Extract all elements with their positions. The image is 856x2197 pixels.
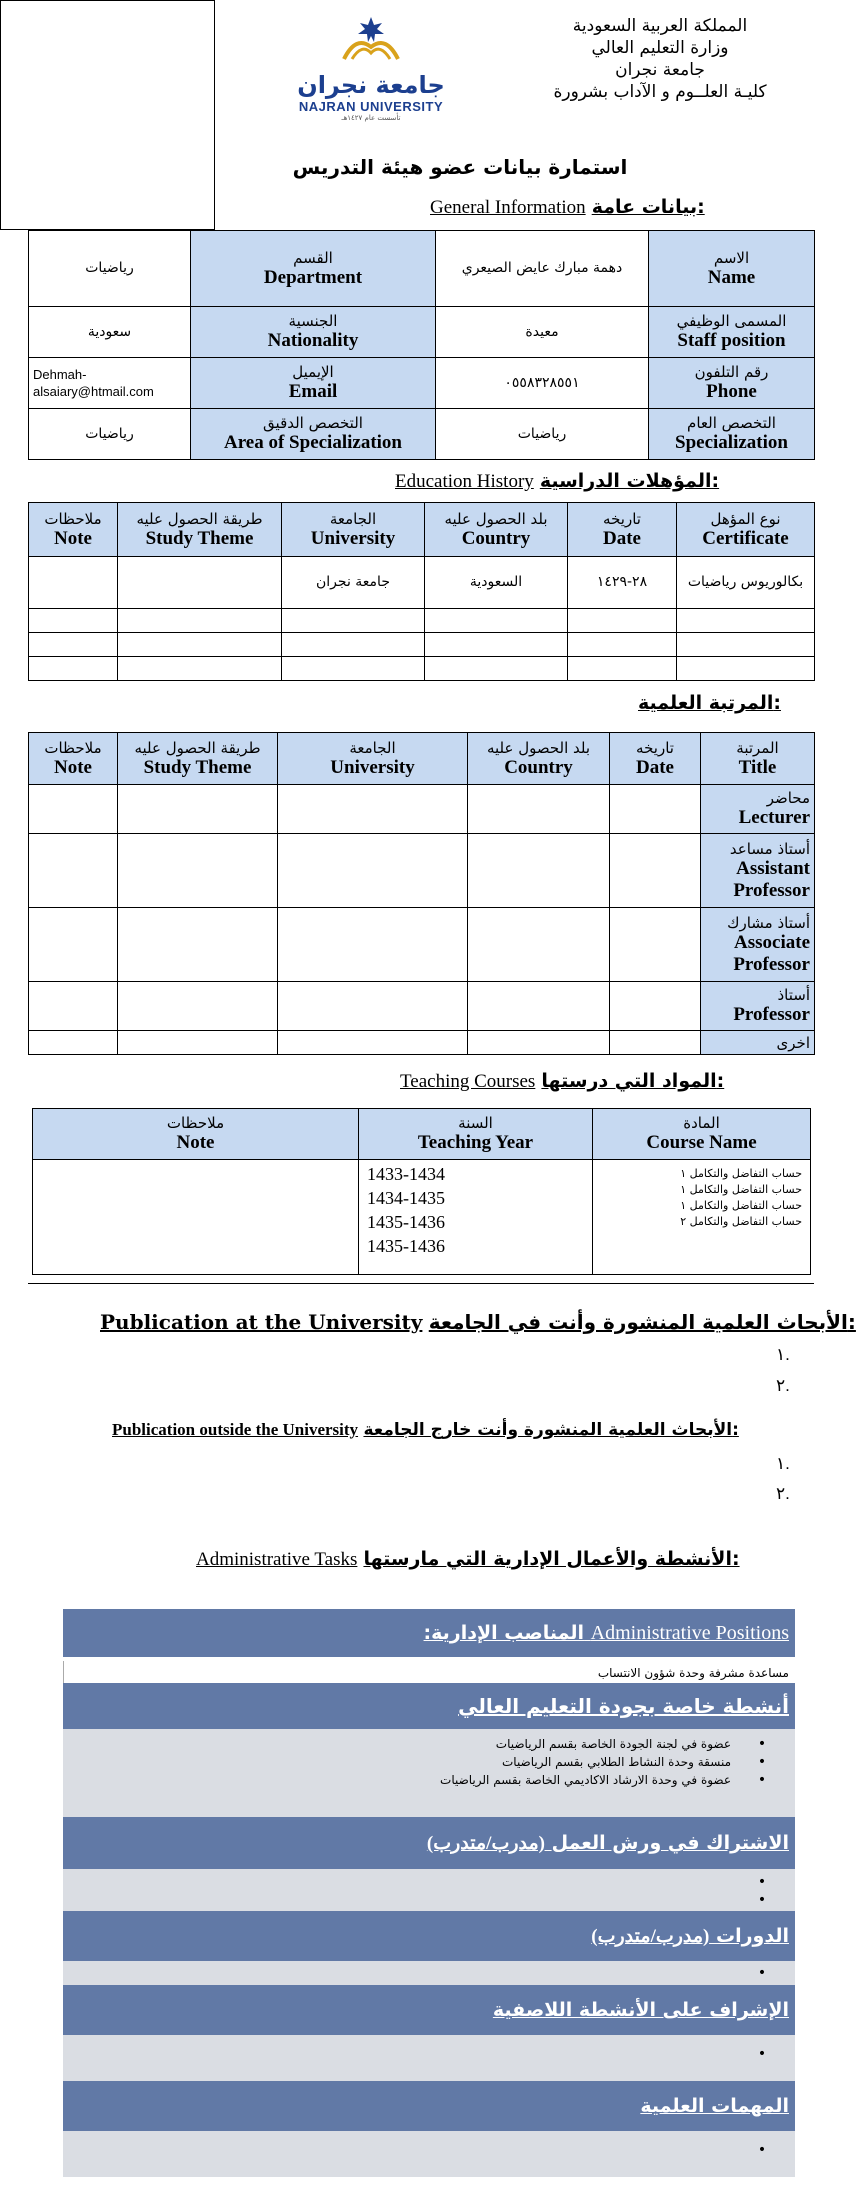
workshops-body bbox=[63, 1869, 795, 1911]
specialization-value: رياضيات bbox=[436, 409, 649, 460]
table-row bbox=[29, 557, 815, 609]
edu-col-note: ملاحظات Note bbox=[29, 503, 118, 557]
rank-col-title: المرتبة Title bbox=[701, 733, 815, 785]
list-item: • عضوة في لجنة الجودة الخاصة بقسم الرياضيات bbox=[495, 1736, 767, 1752]
publication-outside-1: ١. bbox=[776, 1454, 790, 1473]
rank-other: اخرى bbox=[701, 1031, 815, 1055]
rank-col-note: ملاحظات Note bbox=[29, 733, 118, 785]
edu-country-value: السعودية bbox=[425, 557, 568, 609]
education-table bbox=[28, 502, 815, 681]
logo-emblem-icon bbox=[336, 15, 406, 63]
name-value: دهمة مبارك عايض الصيعري bbox=[436, 231, 649, 307]
rank-table bbox=[28, 732, 815, 1055]
courses-table bbox=[32, 1108, 811, 1275]
department-label: القسم Department bbox=[191, 231, 436, 307]
teaching-years: 1433-1434 1434-1435 1435-1436 1435-1436 bbox=[359, 1160, 593, 1275]
nationality-value: سعودية bbox=[29, 307, 191, 358]
department-value: رياضيات bbox=[29, 231, 191, 307]
list-item: • bbox=[757, 1965, 767, 1981]
table-row bbox=[29, 657, 815, 681]
course-names: حساب التفاضل والتكامل ١ حساب التفاضل والتكامل ١ حساب التفاضل والتكامل ١ حساب التفاضل والتكامل ٢ bbox=[593, 1160, 811, 1275]
quality-body bbox=[63, 1729, 795, 1817]
rank-col-university: الجامعة University bbox=[278, 733, 468, 785]
edu-university-value: جامعة نجران bbox=[282, 557, 425, 609]
publications-inside-heading: Publication at the University الأبحاث العلمية المنشورة وأنت في الجامعة: bbox=[100, 1310, 856, 1334]
extracurricular-band: الإشراف على الأنشطة اللاصفية bbox=[63, 1985, 795, 2035]
email-value: Dehmah-alsaiary@htmail.com bbox=[29, 358, 191, 409]
publication-outside-2: ٢. bbox=[776, 1484, 790, 1503]
staff-position-label: المسمى الوظيفي Staff position bbox=[649, 307, 815, 358]
table-row bbox=[29, 908, 815, 982]
publication-inside-2: ٢. bbox=[776, 1376, 790, 1395]
list-item: • منسقة وحدة النشاط الطلابي بقسم الرياضيات bbox=[501, 1754, 767, 1770]
logo-subtitle: تأسست عام ١٤٢٧هـ bbox=[341, 114, 401, 122]
table-row bbox=[29, 1031, 815, 1055]
education-heading: Education History المؤهلات الدراسية: bbox=[395, 470, 720, 492]
specialization-label: التخصص العام Specialization bbox=[649, 409, 815, 460]
admin-position-value: مساعدة مشرفة وحدة شؤون الانتساب bbox=[597, 1666, 789, 1680]
header-line-3: جامعة نجران bbox=[615, 60, 705, 80]
courses-col-name: المادة Course Name bbox=[593, 1109, 811, 1160]
table-row bbox=[29, 633, 815, 657]
rank-col-date: تاريخه Date bbox=[610, 733, 701, 785]
section-divider bbox=[28, 1283, 814, 1284]
extracurricular-body bbox=[63, 2035, 795, 2081]
header-line-1: المملكة العربية السعودية bbox=[572, 16, 748, 36]
form-title: استمارة بيانات عضو هيئة التدريس bbox=[292, 155, 628, 179]
rank-assistant-professor: أستاذ مساعد Assistant Professor bbox=[701, 834, 815, 908]
courses-heading: Teaching Courses المواد التي درستها: bbox=[400, 1070, 725, 1092]
nationality-label: الجنسية Nationality bbox=[191, 307, 436, 358]
photo-placeholder bbox=[0, 0, 215, 230]
admin-positions-body bbox=[63, 1661, 795, 1683]
edu-date-value: ٢٨-١٤٢٩ bbox=[568, 557, 677, 609]
edu-certificate-value: بكالوريوس رياضيات bbox=[677, 557, 815, 609]
general-info-heading: General Information بيانات عامة: bbox=[430, 196, 705, 218]
admin-positions-band: Administrative Positions المناصب الإدارية: bbox=[63, 1609, 795, 1657]
rank-heading: المرتبة العلمية: bbox=[638, 692, 781, 714]
ministry-header bbox=[520, 15, 800, 103]
logo-english-text: NAJRAN UNIVERSITY bbox=[298, 99, 444, 114]
list-item: • bbox=[757, 1874, 767, 1890]
edu-col-country: بلد الحصول عليه Country bbox=[425, 503, 568, 557]
courses-col-year: السنة Teaching Year bbox=[359, 1109, 593, 1160]
phone-label: رقم التلفون Phone bbox=[649, 358, 815, 409]
workshops-band: الاشتراك في ورش العمل (مدرب/متدرب) bbox=[63, 1817, 795, 1869]
publication-inside-1: ١. bbox=[776, 1345, 790, 1364]
table-row bbox=[29, 785, 815, 834]
edu-col-university: الجامعة University bbox=[282, 503, 425, 557]
edu-col-study-theme: طريقة الحصول عليه Study Theme bbox=[118, 503, 282, 557]
rank-lecturer: محاضر Lecturer bbox=[701, 785, 815, 834]
table-row bbox=[33, 1160, 811, 1275]
phone-value: ٠٥٥٨٣٢٨٥٥١ bbox=[436, 358, 649, 409]
email-label: الإيميل Email bbox=[191, 358, 436, 409]
list-item: • bbox=[757, 2046, 767, 2062]
table-row bbox=[29, 834, 815, 908]
publications-outside-heading: Publication outside the University الأبحاث العلمية المنشورة وأنت خارج الجامعة: bbox=[112, 1420, 739, 1440]
university-logo bbox=[296, 15, 446, 125]
rank-associate-professor: أستاذ مشارك Associate Professor bbox=[701, 908, 815, 982]
training-courses-body bbox=[63, 1961, 795, 1985]
list-item: • bbox=[757, 2142, 767, 2158]
name-label: الاسم Name bbox=[649, 231, 815, 307]
table-row bbox=[29, 609, 815, 633]
list-item: • bbox=[757, 1892, 767, 1908]
general-info-table bbox=[28, 230, 815, 460]
area-specialization-value: رياضيات bbox=[29, 409, 191, 460]
rank-col-study-theme: طريقة الحصول عليه Study Theme bbox=[118, 733, 278, 785]
admin-heading: Administrative Tasks الأنشطة والأعمال الإدارية التي مارستها: bbox=[196, 1548, 740, 1570]
edu-col-date: تاريخه Date bbox=[568, 503, 677, 557]
courses-col-note: ملاحظات Note bbox=[33, 1109, 359, 1160]
area-specialization-label: التخصص الدقيق Area of Specialization bbox=[191, 409, 436, 460]
scientific-tasks-body bbox=[63, 2131, 795, 2177]
courses-note-value bbox=[33, 1160, 359, 1275]
table-row bbox=[29, 982, 815, 1031]
rank-col-country: بلد الحصول عليه Country bbox=[468, 733, 610, 785]
header-line-4: كليـة العلــوم و الآداب بشرورة bbox=[553, 82, 767, 102]
scientific-tasks-band: المهمات العلمية bbox=[63, 2081, 795, 2131]
rank-professor: أستاذ Professor bbox=[701, 982, 815, 1031]
list-item: • عضوة في وحدة الارشاد الاكاديمي الخاصة بقسم الرياضيات bbox=[440, 1772, 767, 1788]
edu-col-certificate: نوع المؤهل Certificate bbox=[677, 503, 815, 557]
header-line-2: وزارة التعليم العالي bbox=[591, 38, 729, 58]
staff-position-value: معيدة bbox=[436, 307, 649, 358]
logo-arabic-text: جامعة نجران bbox=[297, 71, 445, 99]
training-courses-band: الدورات (مدرب/متدرب) bbox=[63, 1911, 795, 1961]
quality-band: أنشطة خاصة بجودة التعليم العالي bbox=[63, 1683, 795, 1729]
